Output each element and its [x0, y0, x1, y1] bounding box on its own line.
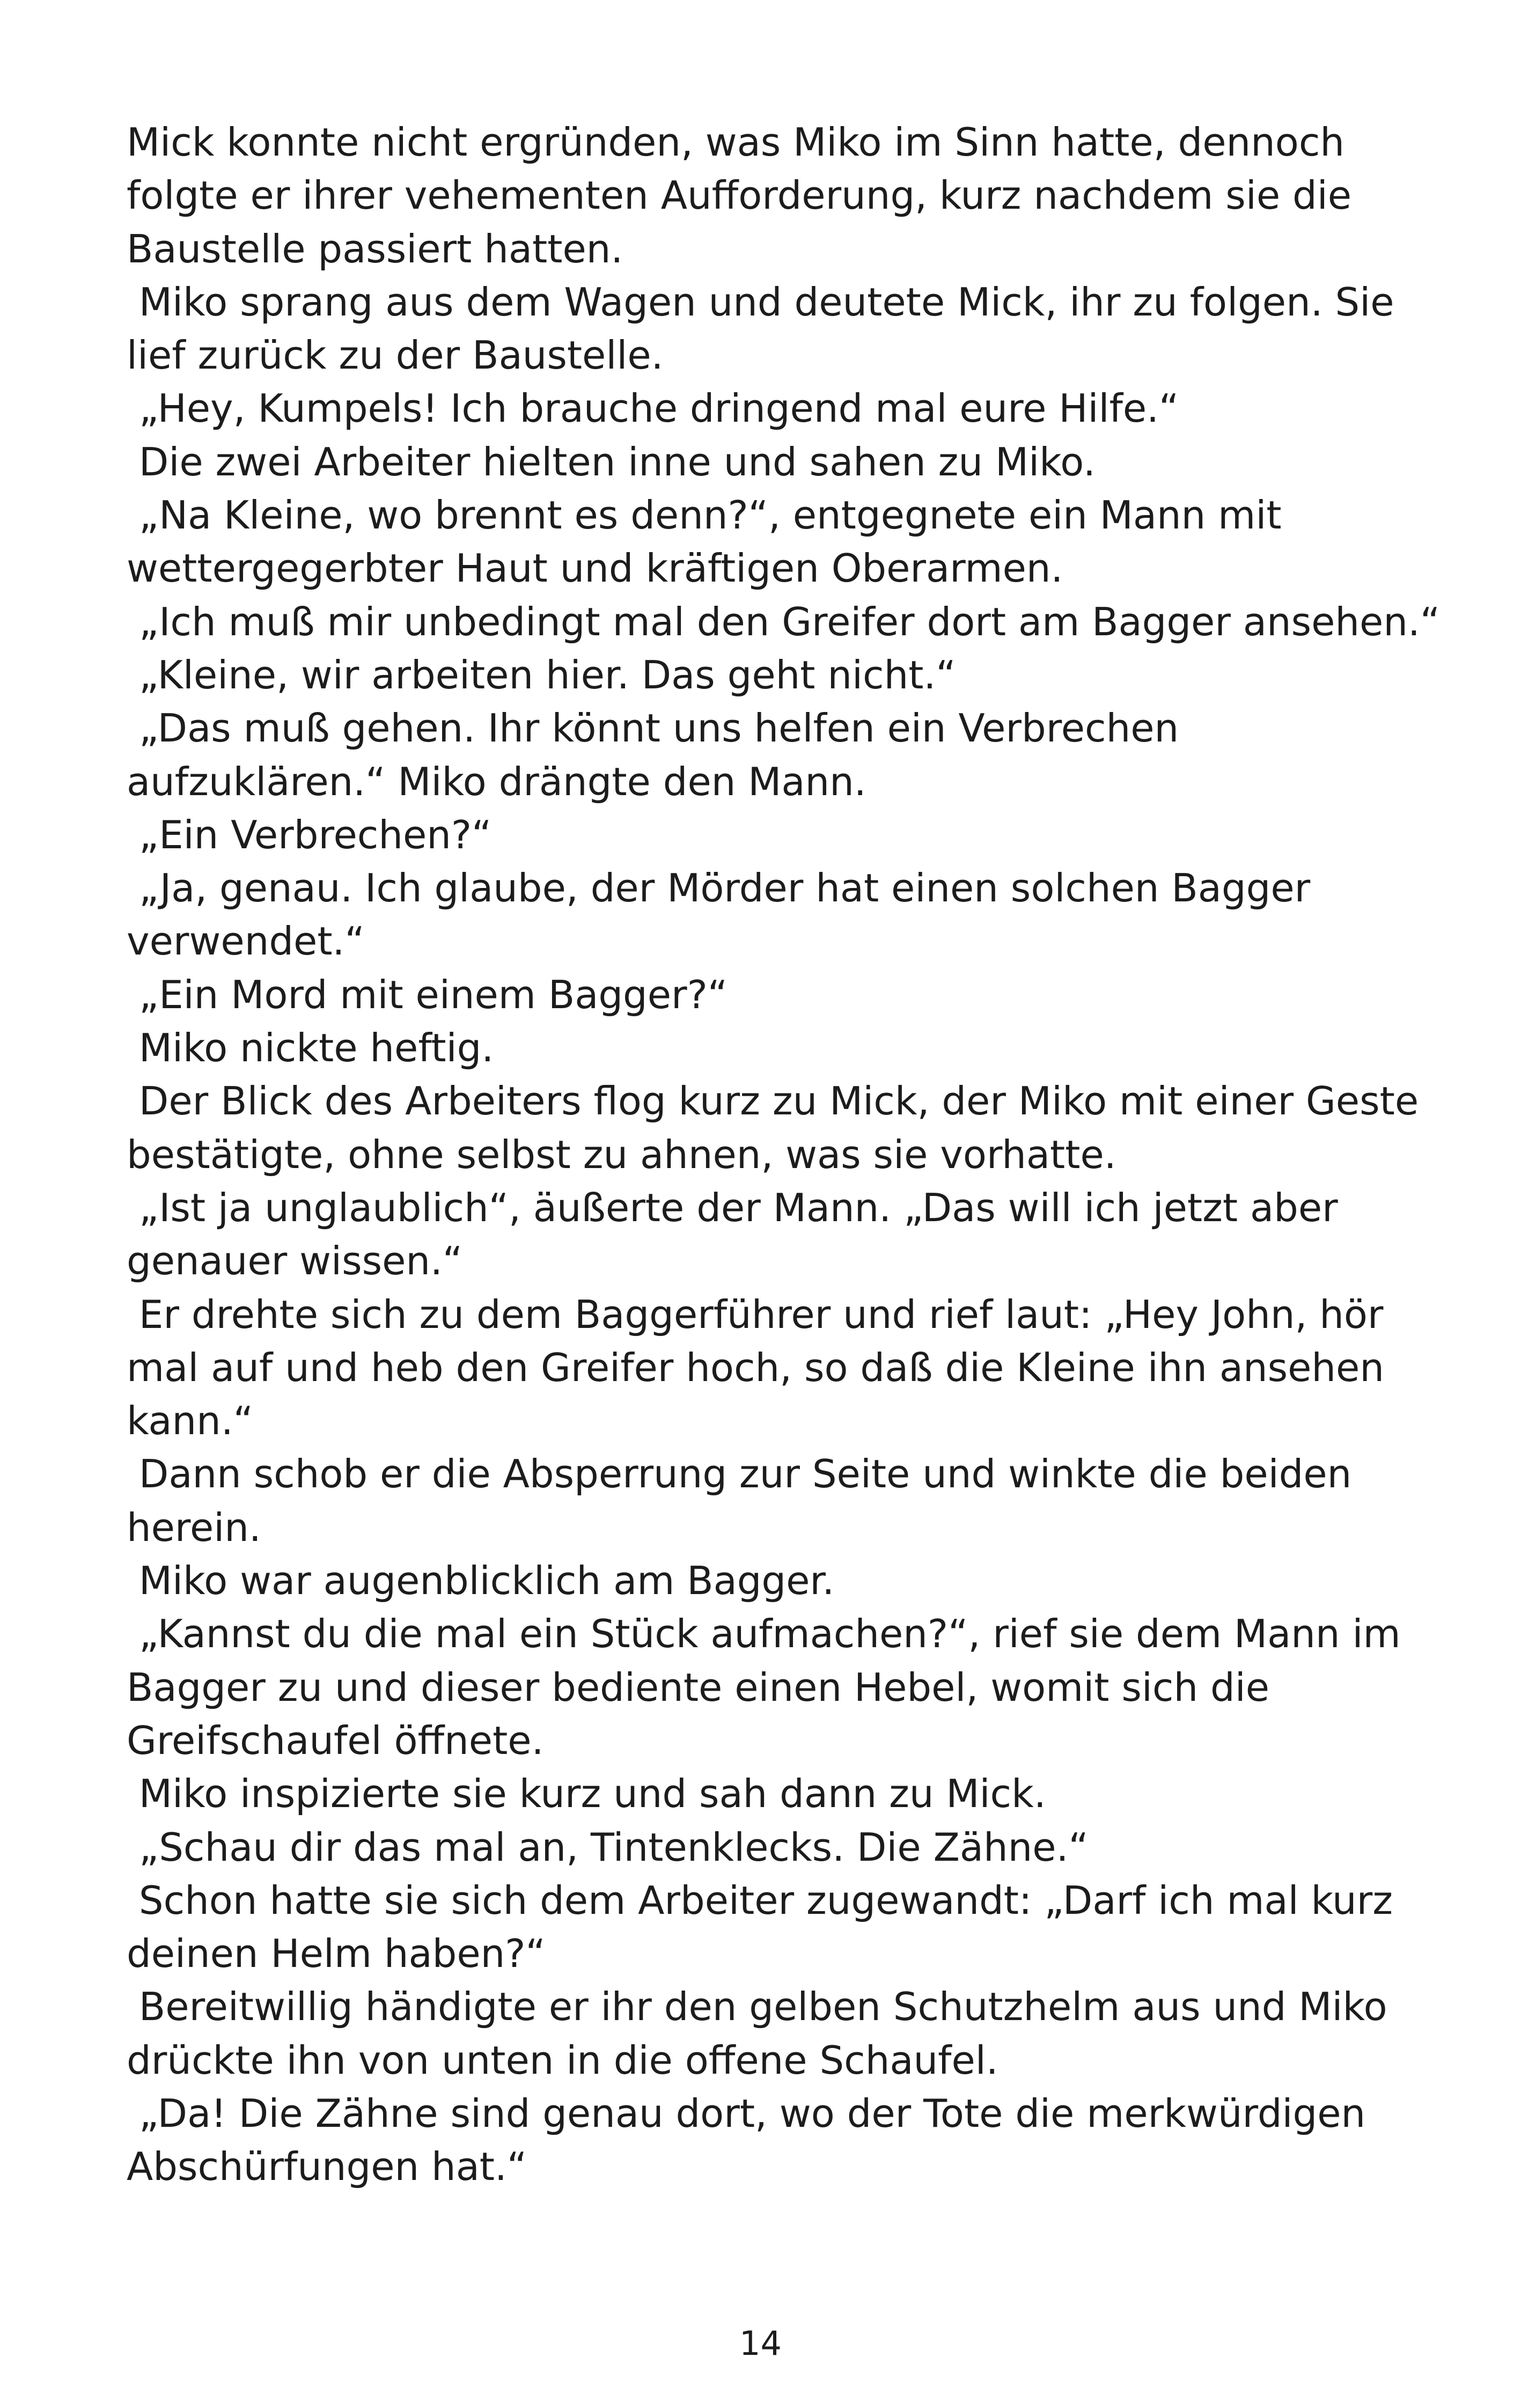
text-line: deinen Helm haben?“	[127, 1931, 546, 1977]
text-line: Greifschaufel öffnete.	[127, 1717, 544, 1763]
text-line: kann.“	[127, 1398, 254, 1444]
text-line: Miko sprang aus dem Wagen und deutete Mick, ihr zu folgen. Sie	[127, 279, 1394, 325]
text-line: „Ein Verbrechen?“	[127, 812, 492, 857]
text-line: „Ist ja unglaublich“, äußerte der Mann. „Das will ich jetzt aber	[127, 1185, 1338, 1230]
text-line: herein.	[127, 1504, 261, 1550]
text-line: Der Blick des Arbeiters flog kurz zu Mick, der Miko mit einer Geste	[127, 1078, 1419, 1124]
text-line: „Kleine, wir arbeiten hier. Das geht nicht.“	[127, 652, 956, 698]
text-line: Miko war augenblicklich am Bagger.	[127, 1558, 835, 1604]
text-line: Er drehte sich zu dem Baggerführer und rief laut: „Hey John, hör	[127, 1291, 1384, 1337]
text-line: Abschürfungen hat.“	[127, 2144, 527, 2190]
text-line: „Schau dir das mal an, Tintenklecks. Die Zähne.“	[127, 1824, 1089, 1870]
text-line: aufzuklären.“ Miko drängte den Mann.	[127, 759, 866, 804]
text-line: Bagger zu und dieser bediente einen Hebel, womit sich die	[127, 1664, 1270, 1710]
text-line: Miko inspizierte sie kurz und sah dann zu Mick.	[127, 1771, 1046, 1817]
text-line: folgte er ihrer vehementen Aufforderung, kurz nachdem sie die	[127, 173, 1352, 218]
text-line: Die zwei Arbeiter hielten inne und sahen zu Miko.	[127, 439, 1096, 484]
text-line: drückte ihn von unten in die offene Schaufel.	[127, 2037, 998, 2083]
text-line: genauer wissen.“	[127, 1238, 463, 1284]
text-line: „Ich muß mir unbedingt mal den Greifer dort am Bagger ansehen.“	[127, 599, 1441, 644]
text-line: mal auf und heb den Greifer hoch, so daß die Kleine ihn ansehen	[127, 1345, 1384, 1390]
text-line: Mick konnte nicht ergründen, was Miko im Sinn hatte, dennoch	[127, 120, 1345, 165]
text-line: Miko nickte heftig.	[127, 1025, 494, 1071]
text-line: verwendet.“	[127, 919, 365, 964]
text-line: „Na Kleine, wo brennt es denn?“, entgegnete ein Mann mit	[127, 493, 1282, 538]
text-line: „Hey, Kumpels! Ich brauche dringend mal eure Hilfe.“	[127, 386, 1179, 431]
text-line: „Das muß gehen. Ihr könnt uns helfen ein Verbrechen	[127, 706, 1179, 751]
text-line: „Kannst du die mal ein Stück aufmachen?“, rief sie dem Mann im	[127, 1611, 1401, 1657]
text-line: wettergegerbter Haut und kräftigen Oberarmen.	[127, 546, 1063, 591]
text-line: „Ein Mord mit einem Bagger?“	[127, 972, 728, 1017]
text-line: „Ja, genau. Ich glaube, der Mörder hat einen solchen Bagger	[127, 865, 1311, 911]
text-line: Schon hatte sie sich dem Arbeiter zugewandt: „Darf ich mal kurz	[127, 1877, 1393, 1923]
text-line: Baustelle passiert hatten.	[127, 226, 623, 271]
page-number: 14	[739, 2324, 782, 2363]
text-line: bestätigte, ohne selbst zu ahnen, was sie vorhatte.	[127, 1132, 1116, 1177]
body-text	[127, 116, 1441, 2194]
text-line: lief zurück zu der Baustelle.	[127, 333, 664, 378]
text-line: Dann schob er die Absperrung zur Seite und winkte die beiden	[127, 1451, 1352, 1497]
text-line: Bereitwillig händigte er ihr den gelben Schutzhelm aus und Miko	[127, 1984, 1387, 2030]
text-line: „Da! Die Zähne sind genau dort, wo der Tote die merkwürdigen	[127, 2090, 1366, 2136]
